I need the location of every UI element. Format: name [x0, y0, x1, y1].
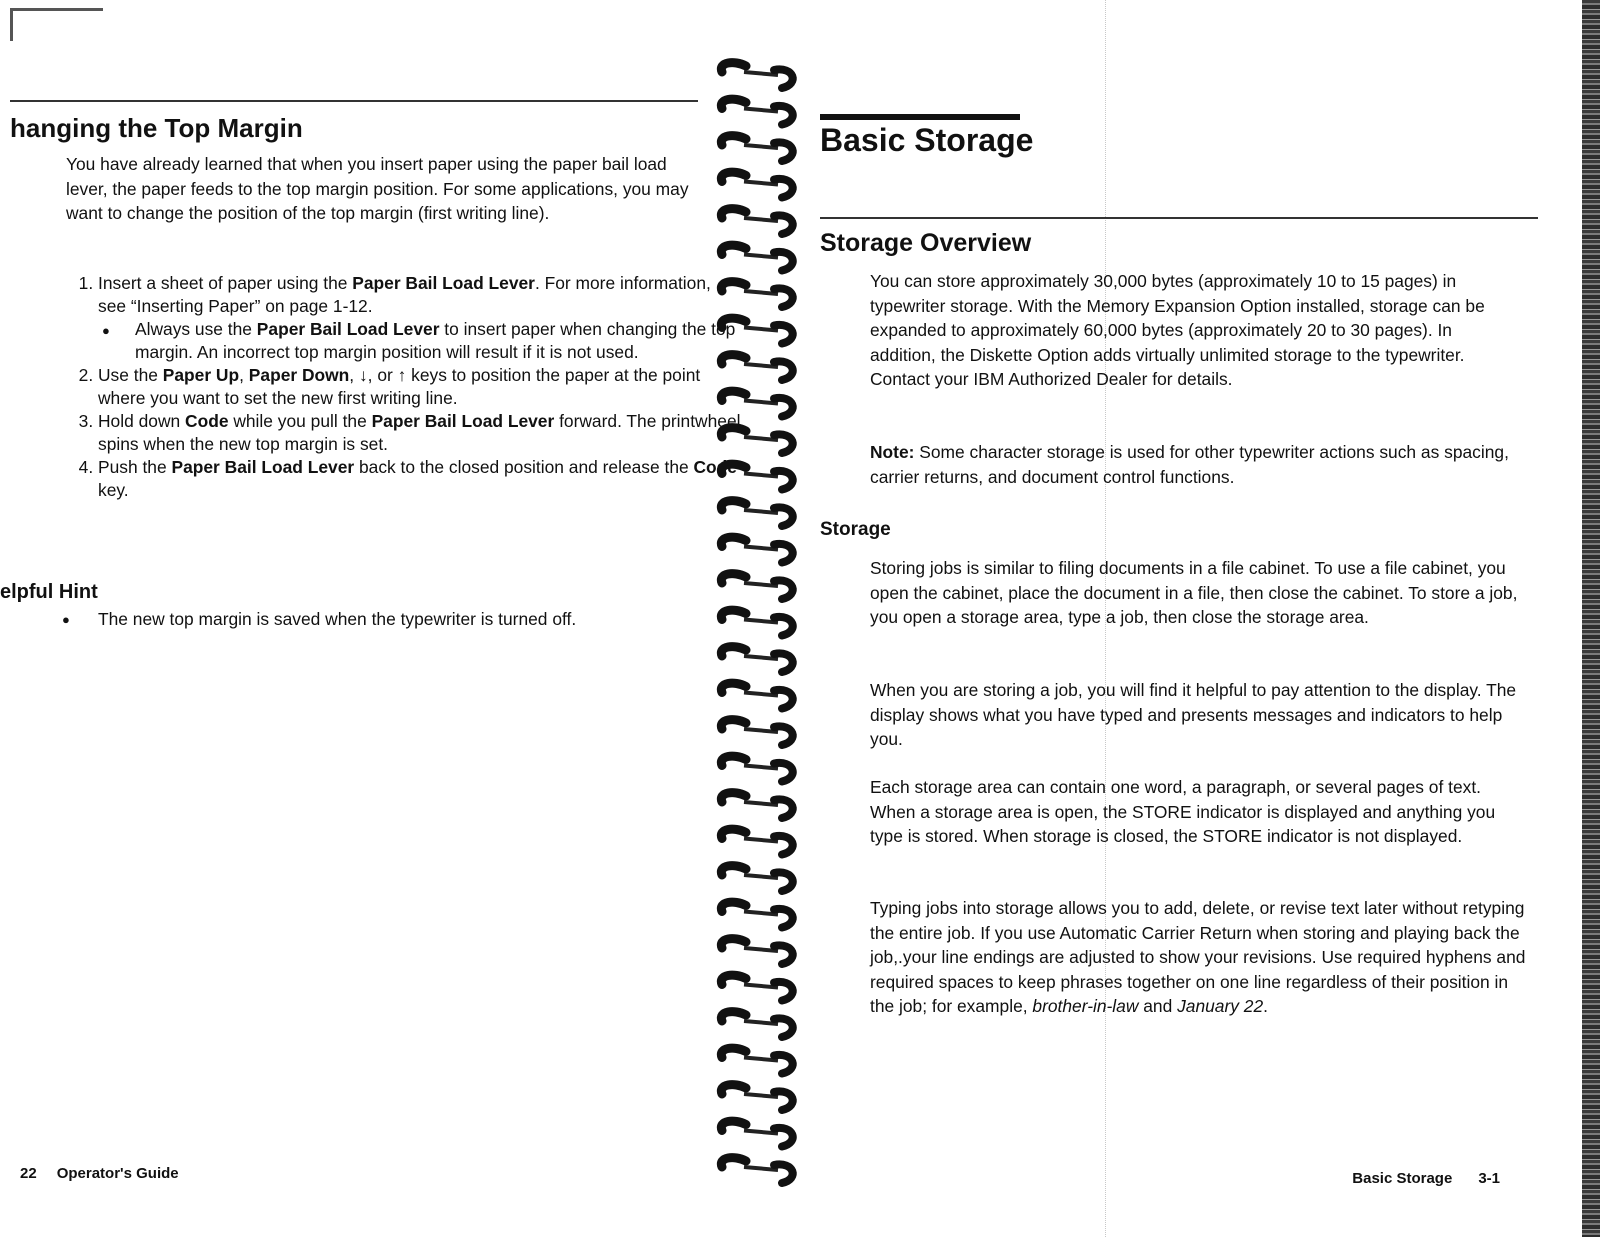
- step-3-bold-code: Code: [185, 411, 229, 431]
- heading-rule: [10, 100, 698, 102]
- step-4-text-e: key.: [98, 480, 129, 500]
- p4-text-e: .: [1263, 996, 1268, 1016]
- spiral-ring: [721, 793, 792, 818]
- step-1-sub-bold: Paper Bail Load Lever: [256, 319, 440, 339]
- spiral-ring: [721, 902, 792, 927]
- left-footer-title: Operator's Guide: [56, 1165, 179, 1182]
- step-2-text-a: Use the: [98, 365, 163, 385]
- spiral-ring: [721, 245, 792, 270]
- storage-paragraph-1: Storing jobs is similar to filing documents in a file cabinet. To use a file cabinet, you open the cabinet, place the document in a file, then close the cabinet. To store a job, you open a storage area, type a job, then close the storage area.: [870, 558, 1518, 627]
- scan-edge-strip: [1582, 0, 1600, 1237]
- spiral-ring: [721, 391, 792, 416]
- p4-italic-january: January 22: [1177, 996, 1264, 1016]
- spiral-ring: [721, 975, 792, 1000]
- spiral-ring: [721, 318, 792, 343]
- storage-overview-heading: Storage Overview: [820, 229, 1032, 257]
- intro-paragraph: You have already learned that when you insert paper using the paper bail load lever, the paper feeds to the top margin position. For some applications, you may want to change the position of the top margin (first writing line).: [66, 154, 689, 223]
- right-footer: [1352, 1170, 1500, 1187]
- spiral-binding: [716, 52, 816, 1212]
- step-2-bold-paper-up: Paper Up: [162, 365, 240, 385]
- spiral-ring: [721, 939, 792, 964]
- step-3-text-c: while you pull the: [228, 411, 372, 431]
- spiral-ring: [721, 756, 792, 781]
- spiral-ring: [721, 1085, 792, 1110]
- left-footer: [20, 1165, 179, 1182]
- spiral-ring: [721, 209, 792, 234]
- step-3-text-a: Hold down: [98, 411, 186, 431]
- helpful-hint-heading: elpful Hint: [0, 581, 98, 603]
- steps-list: [60, 272, 743, 502]
- storage-heading: Storage: [820, 519, 891, 540]
- step-4-bold-lever: Paper Bail Load Lever: [171, 457, 355, 477]
- helpful-hint-bullet: ● The new top margin is saved when the typewriter is turned off.: [62, 607, 748, 631]
- step-1-sub-text-c: to insert paper when changing the top margin. An incorrect top margin position will result if it is not used.: [135, 319, 736, 362]
- right-page: [820, 0, 1600, 1237]
- spiral-ring: [721, 829, 792, 854]
- spiral-ring: [721, 428, 792, 453]
- spiral-ring: [721, 501, 792, 526]
- spiral-ring: [721, 610, 792, 635]
- left-page-number: 22: [20, 1165, 37, 1182]
- right-page-number: 3-1: [1478, 1170, 1500, 1187]
- note-text: Some character storage is used for other typewriter actions such as spacing, carrier returns, and document control functions.: [870, 442, 1509, 487]
- right-footer-title: Basic Storage: [1352, 1170, 1453, 1187]
- step-4-text-a: Push the: [98, 457, 172, 477]
- overview-paragraph: You can store approximately 30,000 bytes (approximately 10 to 15 pages) in typewriter storage. With the Memory Expansion Option installed, storage can be expanded to approximately 60,000 bytes (approximately 20 to 30 pages). In addition, the Diskette Option adds virtually unlimited storage to the typewriter. Contact your IBM Authorized Dealer for details.: [870, 271, 1485, 389]
- step-2: [98, 364, 743, 410]
- step-2-text-c: ,: [239, 365, 249, 385]
- spiral-ring: [721, 1048, 792, 1073]
- left-page: [0, 0, 741, 1237]
- step-4-text-c: back to the closed position and release the: [354, 457, 694, 477]
- note-label: Note:: [870, 442, 915, 462]
- step-1-text-a: Insert a sheet of paper using the: [98, 273, 353, 293]
- storage-paragraph-2: When you are storing a job, you will find it helpful to pay attention to the display. The display shows what you have typed and presents messages and indicators to help you.: [870, 680, 1517, 749]
- spiral-ring: [721, 1121, 792, 1146]
- spiral-ring: [721, 537, 792, 562]
- spiral-ring: [721, 1158, 792, 1183]
- spiral-ring: [721, 464, 792, 489]
- spiral-ring: [721, 720, 792, 745]
- overview-rule: [820, 217, 1538, 219]
- step-3-bold-lever: Paper Bail Load Lever: [371, 411, 555, 431]
- step-1-sub-text-a: Always use the: [135, 319, 257, 339]
- step-1-bold: Paper Bail Load Lever: [352, 273, 535, 293]
- spiral-ring: [721, 136, 792, 161]
- step-4-bold-code: Code: [693, 457, 737, 477]
- step-4: [98, 456, 743, 502]
- spiral-ring: [721, 866, 792, 891]
- spiral-ring: [721, 355, 792, 380]
- step-3-text-e: forward. The printwheel spins when the new top margin is set.: [98, 411, 741, 454]
- chapter-title: Basic Storage: [820, 122, 1034, 158]
- title-rule: [820, 114, 1020, 120]
- step-2-bold-paper-down: Paper Down: [248, 365, 350, 385]
- storage-paragraph-3: Each storage area can contain one word, a paragraph, or several pages of text. When a storage area is open, the STORE indicator is displayed and anything you type is stored. When storage is closed, the STORE indicator is not displayed.: [870, 777, 1496, 846]
- spiral-ring: [721, 647, 792, 672]
- spiral-ring: [721, 99, 792, 124]
- p4-text-a: Typing jobs into storage allows you to add, delete, or revise text later without retyping the entire job. If you use Automatic Carrier Return when storing and playing back the job,.your line endings are adjusted to show your revisions. Use required hyphens and required spaces to keep phrases together on one line regardless of their position in the job; for example,: [870, 898, 1526, 1016]
- spiral-ring: [721, 1012, 792, 1037]
- step-1-text-c: . For more information, see “Inserting Paper” on page 1-12.: [98, 273, 711, 316]
- step-1: [98, 272, 743, 364]
- step-1-sublist: [98, 318, 743, 364]
- spiral-ring: [721, 63, 792, 88]
- section-heading-top-margin: hanging the Top Margin: [10, 113, 303, 143]
- spiral-ring: [721, 282, 792, 307]
- p4-italic-brother-in-law: brother-in-law: [1032, 996, 1139, 1016]
- step-1-bullet: [135, 318, 743, 364]
- note-paragraph: [870, 440, 1520, 489]
- spiral-ring: [721, 574, 792, 599]
- p4-text-c: and: [1138, 996, 1178, 1016]
- step-2-text-e: , ↓, or ↑ keys to position the paper at the point where you want to set the new first writing line.: [98, 365, 701, 408]
- storage-paragraph-4: [870, 896, 1530, 1019]
- spiral-ring: [721, 683, 792, 708]
- spiral-ring: [721, 172, 792, 197]
- step-3: [98, 410, 743, 456]
